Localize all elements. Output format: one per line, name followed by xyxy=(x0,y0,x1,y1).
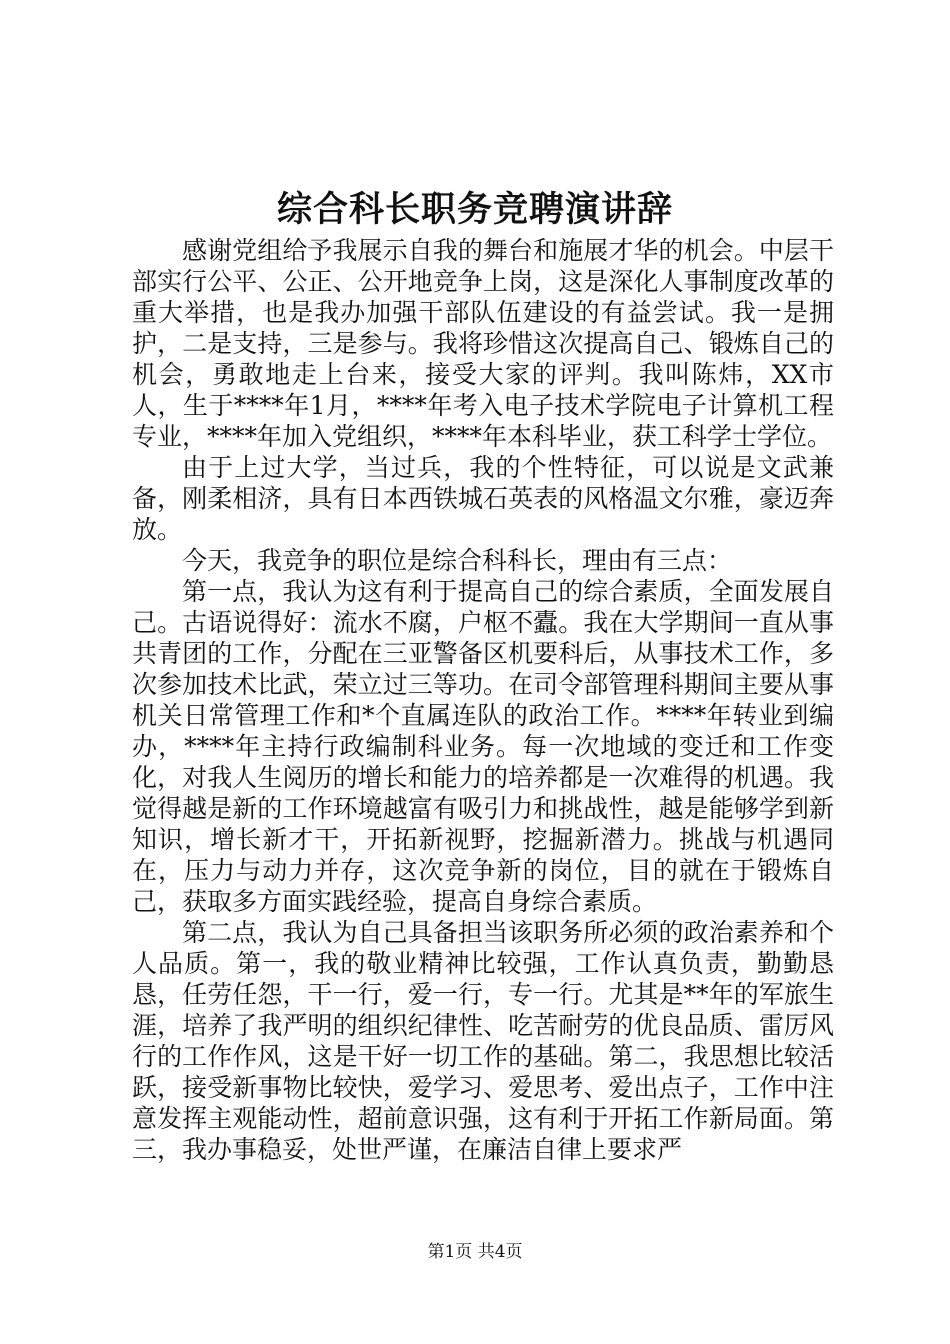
document-body xyxy=(132,235,834,1165)
paragraph-point-one: 第一点，我认为这有利于提高自己的综合素质，全面发展自己。古语说得好：流水不腐，户枢不蠹。我在大学期间一直从事共青团的工作，分配在三亚警备区机要科后，从事技术工作，多次参加技术比武，荣立过三等功。在司令部管理科期间主要从事机关日常管理工作和*个直属连队的政治工作。****年转业到编办，****年主持行政编制科业务。每一次地域的变迁和工作变化，对我人生阅历的增长和能力的培养都是一次难得的机遇。我觉得越是新的工作环境越富有吸引力和挑战性，越是能够学到新知识，增长新才干，开拓新视野，挖掘新潜力。挑战与机遇同在，压力与动力并存，这次竞争新的岗位，目的就在于锻炼自己，获取多方面实践经验，提高自身综合素质。 xyxy=(132,577,834,916)
page-number: 第1页 共4页 xyxy=(427,1242,523,1262)
document-title: 综合科长职务竞聘演讲辞 xyxy=(276,189,673,230)
paragraph-intro: 感谢党组给予我展示自我的舞台和施展才华的机会。中层干部实行公平、公正、公开地竞争上岗，这是深化人事制度改革的重大举措，也是我办加强干部队伍建设的有益尝试。我一是拥护，二是支持，三是参与。我将珍惜这次提高自己、锻炼自己的机会，勇敢地走上台来，接受大家的评判。我叫陈炜，XX市人，生于****年1月，****年考入电子技术学院电子计算机工程专业，****年加入党组织，****年本科毕业，获工科学士学位。 xyxy=(132,236,834,451)
paragraph-point-two: 第二点，我认为自己具备担当该职务所必须的政治素养和个人品质。第一，我的敬业精神比较强，工作认真负责，勤勤恳恳，任劳任怨，干一行，爱一行，专一行。尤其是**年的军旅生涯，培养了我严明的组织纪律性、吃苦耐劳的优良品质、雷厉风行的工作作风，这是干好一切工作的基础。第二，我思想比较活跃，接受新事物比较快，爱学习、爱思考、爱出点子，工作中注意发挥主观能动性，超前意识强，这有利于开拓工作新局面。第三，我办事稳妥，处世严谨，在廉洁自律上要求严 xyxy=(132,918,834,1164)
paragraph-personality: 由于上过大学，当过兵，我的个性特征，可以说是文武兼备，刚柔相济，具有日本西铁城石英表的风格温文尔雅，豪迈奔放。 xyxy=(132,453,834,544)
paragraph-position: 今天，我竞争的职位是综合科科长，理由有三点： xyxy=(182,546,733,575)
